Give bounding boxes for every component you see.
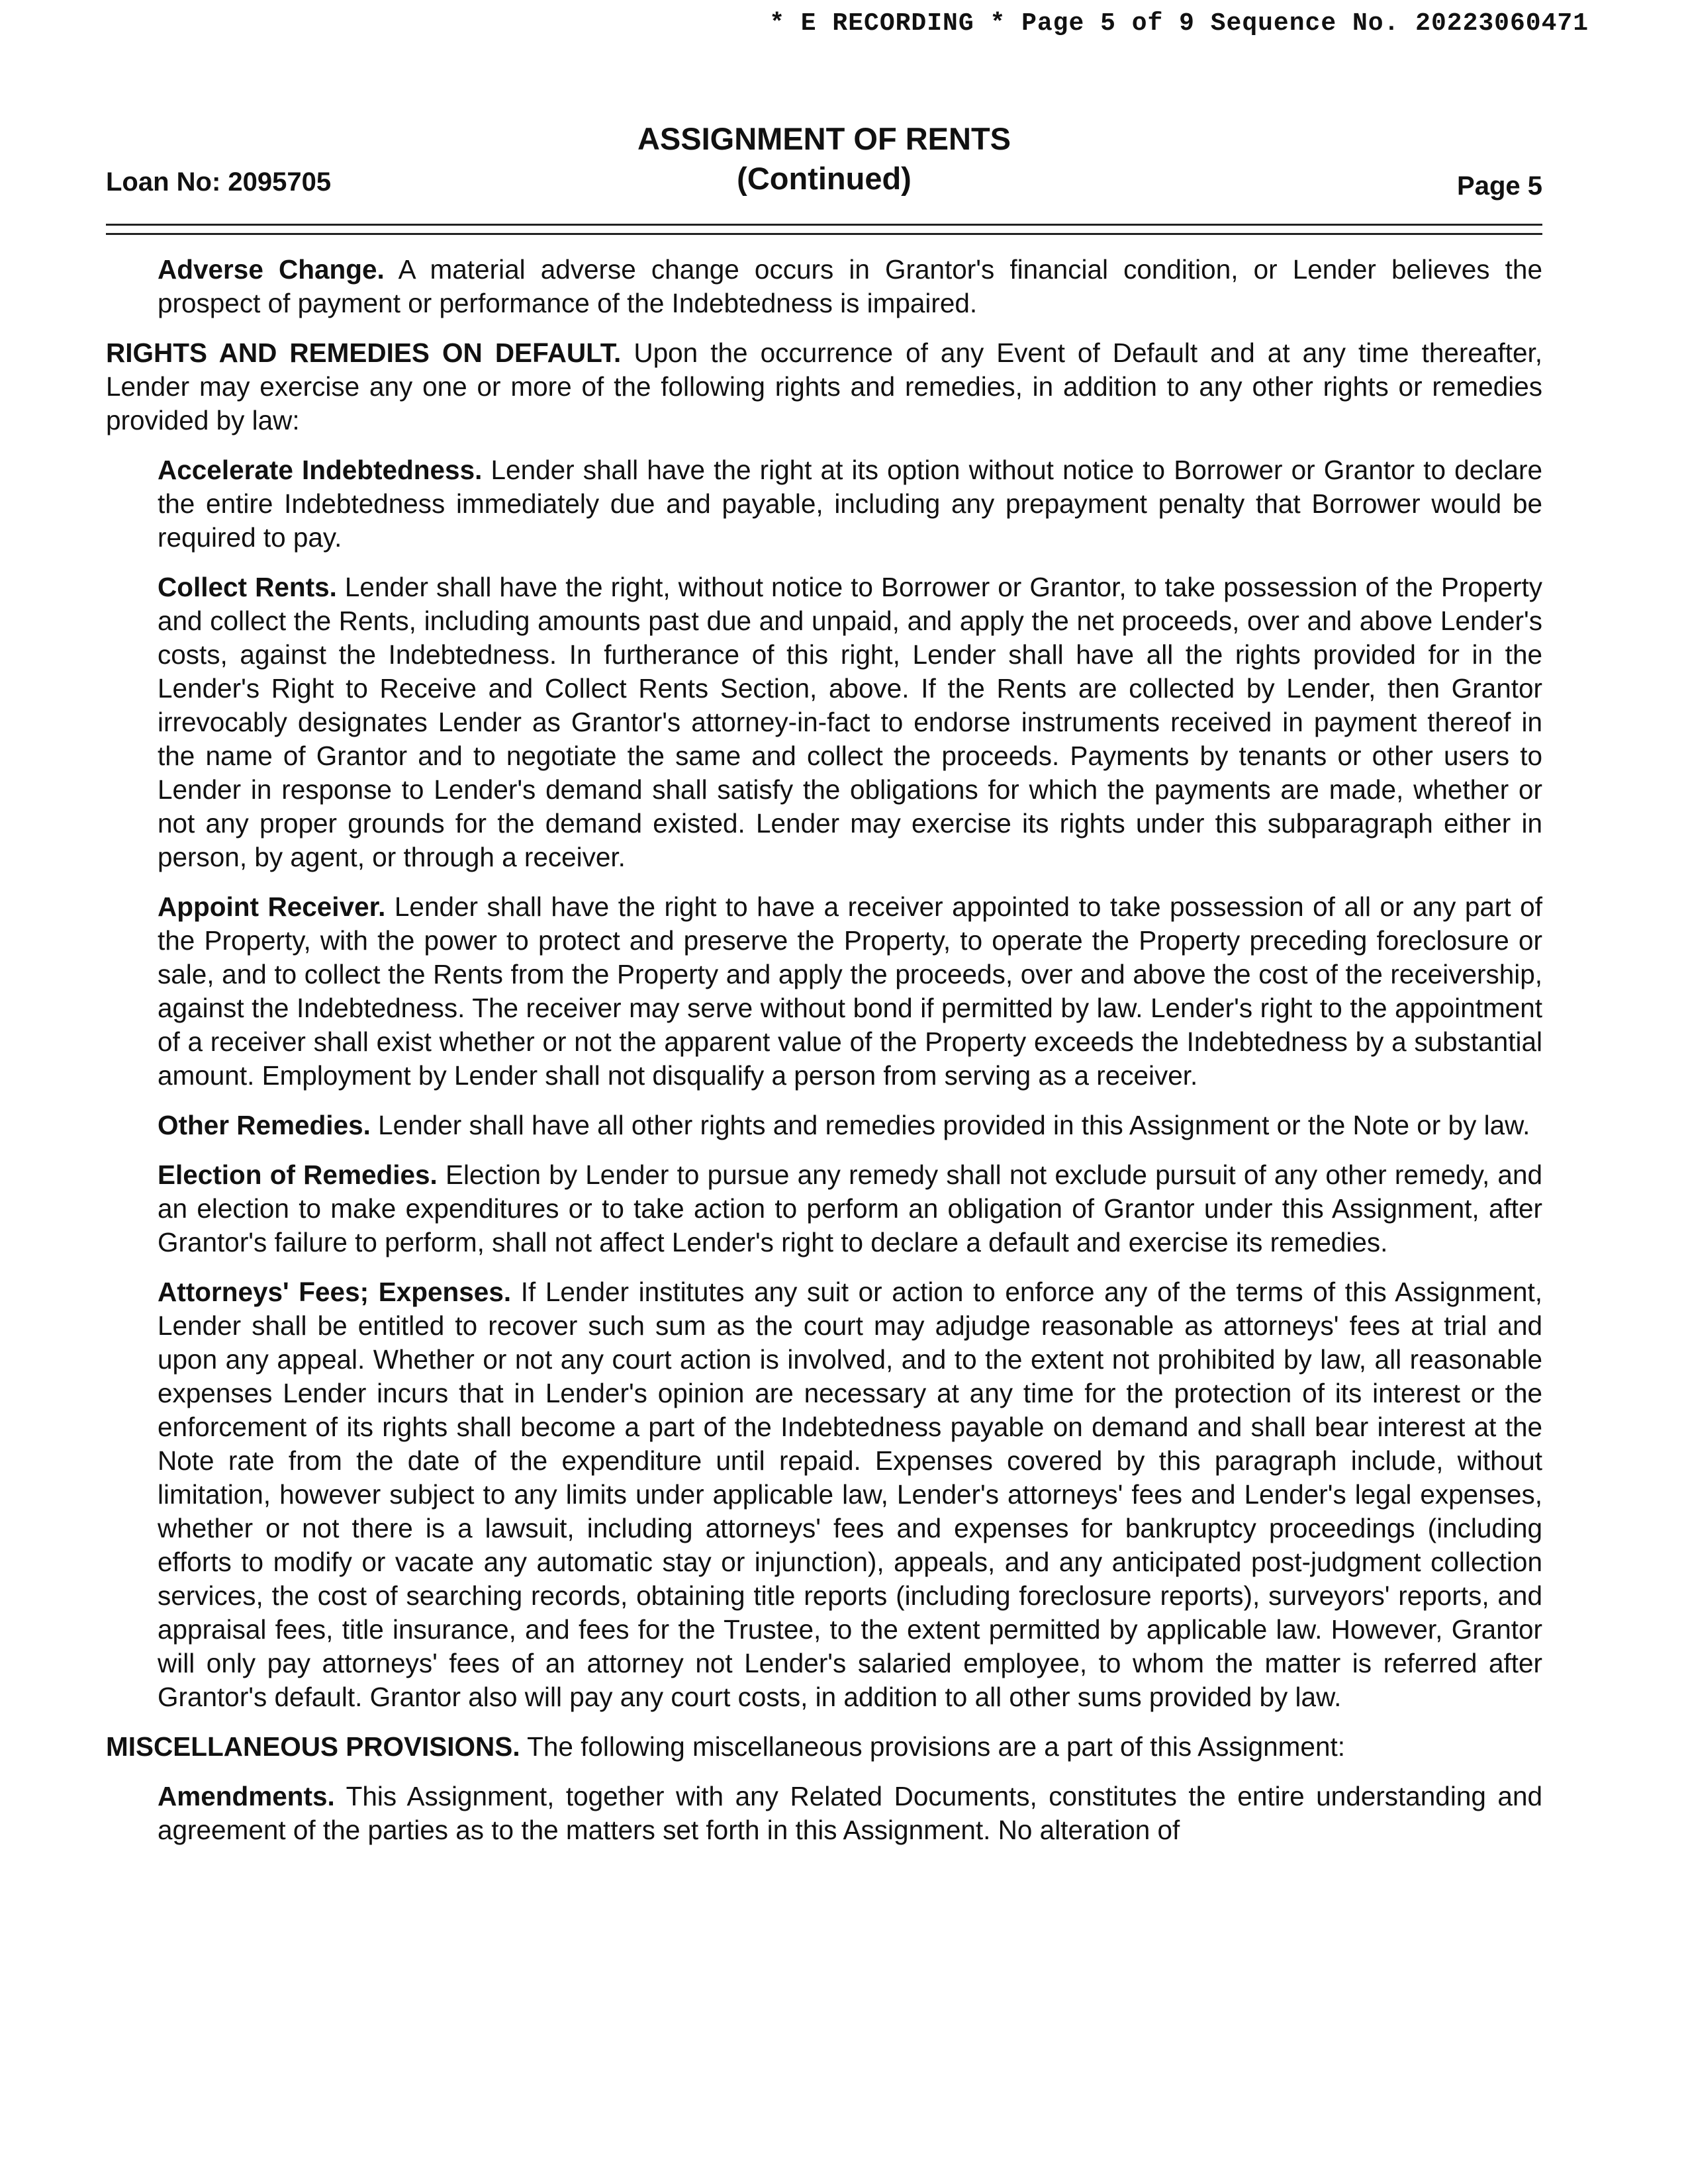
paragraph-text: This Assignment, together with any Related Documents, constitutes the entire understanding and agreement of the parties as to the matters set forth in this Assignment. No alteration of	[158, 1781, 1542, 1845]
paragraph-heading: Attorneys' Fees; Expenses.	[158, 1277, 512, 1307]
header-divider-top	[106, 224, 1542, 226]
paragraph-text: Lender shall have all other rights and remedies provided in this Assignment or the Note or by law.	[378, 1110, 1530, 1140]
paragraph-adverse-change	[158, 253, 1542, 320]
paragraph-heading: Other Remedies.	[158, 1110, 371, 1140]
paragraph-election-of-remedies	[158, 1158, 1542, 1259]
paragraph-text: Election by Lender to pursue any remedy shall not exclude pursuit of any other remedy, and an election to make expenditures or to take action to perform an obligation of Grantor under this Assignment, after Grantor's failure to perform, shall not affect Lender's right to declare a default and exercise its remedies.	[158, 1160, 1542, 1257]
paragraph-accelerate-indebtedness	[158, 453, 1542, 555]
header-divider-bottom	[106, 233, 1542, 235]
document-header	[106, 119, 1542, 218]
paragraph-heading: Collect Rents.	[158, 572, 337, 602]
page-number: Page 5	[1457, 171, 1542, 201]
section-miscellaneous-provisions	[106, 1730, 1542, 1764]
paragraph-attorneys-fees	[158, 1275, 1542, 1714]
section-text: Upon the occurrence of any Event of Default and at any time thereafter, Lender may exercise any one or more of the following rights and remedies, in addition to any other rights or remedies provided by law:	[106, 338, 1542, 435]
section-heading: MISCELLANEOUS PROVISIONS.	[106, 1731, 520, 1762]
loan-number: Loan No: 2095705	[106, 167, 332, 197]
paragraph-collect-rents	[158, 570, 1542, 874]
section-rights-and-remedies	[106, 336, 1542, 437]
document-body	[106, 253, 1542, 1863]
paragraph-amendments	[158, 1780, 1542, 1847]
paragraph-other-remedies	[158, 1109, 1542, 1142]
paragraph-heading: Accelerate Indebtedness.	[158, 455, 483, 485]
document-title: ASSIGNMENT OF RENTS	[637, 121, 1011, 156]
paragraph-text: Lender shall have the right to have a receiver appointed to take possession of all or any part of the Property, with the power to protect and preserve the Property, to operate the Property preceding foreclosure or sale, and to collect the Rents from the Property and apply the proceeds, over and above the cost of the receivership, against the Indebtedness. The receiver may serve without bond if permitted by law. Lender's right to the appointment of a receiver shall exist whether or not the apparent value of the Property exceeds the Indebtedness by a substantial amount. Employment by Lender shall not disqualify a person from serving as a receiver.	[158, 891, 1542, 1091]
paragraph-text: Lender shall have the right at its option without notice to Borrower or Grantor to declare the entire Indebtedness immediately due and payable, including any prepayment penalty that Borrower would be required to pay.	[158, 455, 1543, 553]
section-heading: RIGHTS AND REMEDIES ON DEFAULT.	[106, 338, 622, 368]
paragraph-heading: Appoint Receiver.	[158, 891, 386, 922]
paragraph-heading: Amendments.	[158, 1781, 335, 1811]
paragraph-text: A material adverse change occurs in Grantor's financial condition, or Lender believes the prospect of payment or performance of the Indebtedness is impaired.	[158, 254, 1542, 318]
recording-stamp: * E RECORDING * Page 5 of 9 Sequence No. 20223060471	[769, 9, 1589, 38]
paragraph-heading: Election of Remedies.	[158, 1160, 438, 1190]
paragraph-appoint-receiver	[158, 890, 1542, 1093]
paragraph-text: Lender shall have the right, without notice to Borrower or Grantor, to take possession of the Property and collect the Rents, including amounts past due and unpaid, and apply the net proceeds, over and above Lender's costs, against the Indebtedness. In furtherance of this right, Lender shall have all the rights provided for in the Lender's Right to Receive and Collect Rents Section, above. If the Rents are collected by Lender, then Grantor irrevocably designates Lender as Grantor's attorney-in-fact to endorse instruments received in payment thereof in the name of Grantor and to negotiate the same and collect the proceeds. Payments by tenants or other users to Lender in response to Lender's demand shall satisfy the obligations for which the payments are made, whether or not any proper grounds for the demand existed. Lender may exercise its rights under this subparagraph either in person, by agent, or through a receiver.	[158, 572, 1542, 872]
paragraph-text: If Lender institutes any suit or action to enforce any of the terms of this Assignment, Lender shall be entitled to recover such sum as the court may adjudge reasonable as attorneys' fees at trial and upon any appeal. Whether or not any court action is involved, and to the extent not prohibited by law, all reasonable expenses Lender incurs that in Lender's opinion are necessary at any time for the protection of its interest or the enforcement of its rights shall become a part of the Indebtedness payable on demand and shall bear interest at the Note rate from the date of the expenditure until repaid. Expenses covered by this paragraph include, without limitation, however subject to any limits under applicable law, Lender's attorneys' fees and Lender's legal expenses, whether or not there is a lawsuit, including attorneys' fees and expenses for bankruptcy proceedings (including efforts to modify or vacate any automatic stay or injunction), appeals, and any anticipated post-judgment collection services, the cost of searching records, obtaining title reports (including foreclosure reports), surveyors' reports, and appraisal fees, title insurance, and fees for the Trustee, to the extent permitted by applicable law. However, Grantor will only pay attorneys' fees of an attorney not Lender's salaried employee, to whom the matter is referred after Grantor's default. Grantor also will pay any court costs, in addition to all other sums provided by law.	[158, 1277, 1542, 1712]
section-text: The following miscellaneous provisions are a part of this Assignment:	[527, 1731, 1345, 1762]
paragraph-heading: Adverse Change.	[158, 254, 385, 285]
document-subtitle: (Continued)	[737, 161, 912, 196]
document-title-block	[106, 119, 1542, 199]
